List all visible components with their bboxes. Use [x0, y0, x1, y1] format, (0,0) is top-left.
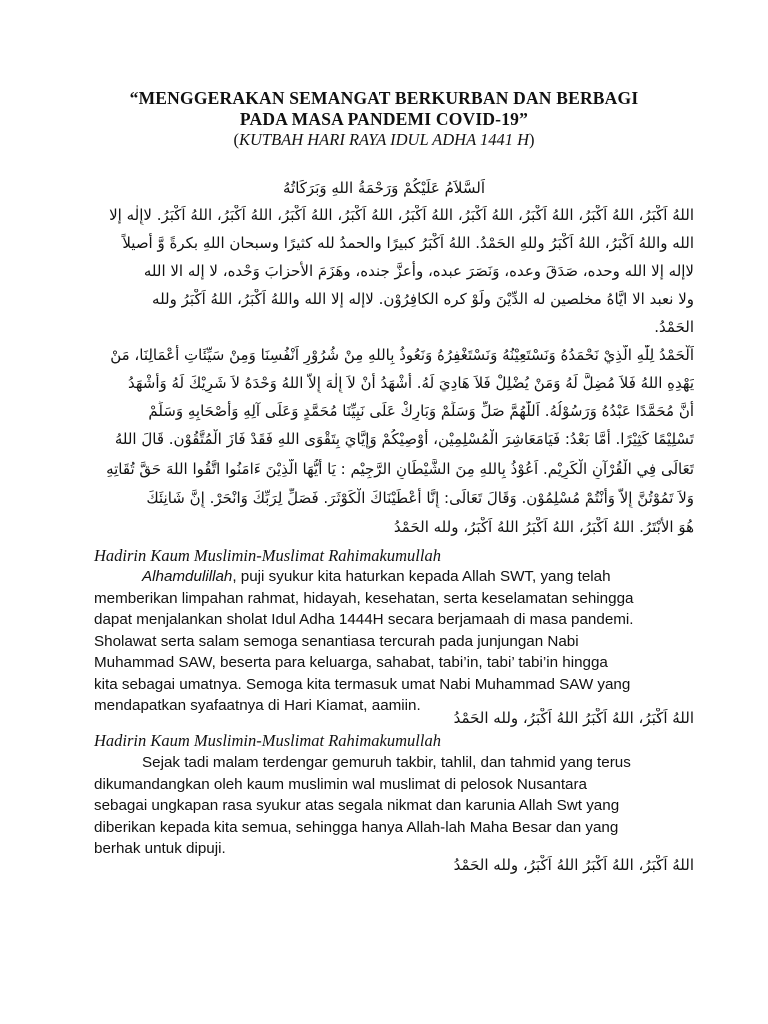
paragraph-line: kita sebagai umatnya. Semoga kita termasuk umat Nabi Muhammad SAW yang — [94, 675, 631, 693]
arabic-line: هُوَ الأَبْتَرُ. اللهُ اَكْبَرُ، اللهُ اَكْبَرُ اللهُ اَكْبَرُ، ولله الحَمْدُ — [393, 518, 694, 536]
arabic-salam: اَلسَّلاَمُ عَلَيْكُمْ وَرَحْمَةُ اللهِ وَبَرَكَاتُهُ — [283, 179, 485, 197]
arabic-line: تَعَالَى فِي الْقُرْآنِ الْكَرِيْمِ. اَعُوْذُ بِاللهِ مِنَ الشَّيْطَانِ الرَّجِيْمِ : يَا أَيُّهَا الَّذِيْنَ ءَامَنُوا اتَّقُوا اللهَ حَقَّ تُقَاتِهِ — [106, 460, 694, 478]
section-1-paragraph — [94, 566, 708, 717]
arabic-line: لاإله إلا الله وحده، صَدَقَ وعده، وَنَصَرَ عبده، وأعزَّ جنده، وهَزَمَ الأحزابَ وَحْده، لا إله الا الله — [143, 262, 694, 280]
takbir-line: اللهُ اَكْبَرُ، اللهُ اَكْبَرُ اللهُ اَكْبَرُ، ولله الحَمْدُ — [453, 709, 694, 727]
document-subtitle — [60, 130, 708, 150]
paragraph-line: memberikan limpahan rahmat, hidayah, kesehatan, serta keselamatan sehingga — [94, 589, 634, 607]
subtitle-open-paren: ( — [233, 130, 239, 149]
paragraph-line: Sholawat serta salam semoga senantiasa tercurah pada junjungan Nabi — [94, 632, 579, 650]
arabic-line: يَهْدِهِ اللهُ فَلاَ مُضِلَّ لَهُ وَمَنْ يُضْلِلْ فَلاَ هَادِيَ لَهُ. أَشْهَدُ أَنْ لاَ إِلٰهَ إِلاَّ اللهُ وَحْدَهُ لاَ شَرِيْكَ لَهُ وَأَشْهَدُ — [127, 374, 694, 392]
paragraph-line: Muhammad SAW, beserta para keluarga, sahabat, tabi’in, tabi’ tabi’in hingga — [94, 654, 608, 671]
arabic-line: أَنَّ مُحَمَّدًا عَبْدُهُ وَرَسُوْلُهُ. اَللّٰهُمَّ صَلِّ وَسَلِّمْ وَبَارِكْ عَلَى نَبِيِّنَا مُحَمَّدٍ وَعَلَى آلِهِ وَأَصْحَابِهِ وَسَلِّمْ — [148, 402, 694, 420]
paragraph-line: dikumandangkan oleh kaum muslimin wal muslimat di pelosok Nusantara — [94, 775, 587, 793]
subtitle-close-paren: ) — [529, 130, 535, 149]
paragraph-line: sebagai ungkapan rasa syukur atas segala nikmat dan karunia Allah Swt yang — [94, 797, 620, 814]
paragraph-line — [94, 566, 708, 588]
arabic-line: اَلْحَمْدُ لِلّٰهِ الَّذِيْ نَحْمَدُهُ وَنَسْتَعِيْنُهُ وَنَسْتَغْفِرُهُ وَنَعُوذُ بِاللهِ مِنْ شُرُوْرِ اَنْفُسِنَا وَمِنْ سَيِّئَاتِ أَعْمَالِنَا، مَنْ — [110, 346, 694, 364]
section-heading: Hadirin Kaum Muslimin-Muslimat Rahimakumullah — [94, 546, 441, 565]
document-title-line-2: PADA MASA PANDEMI COVID-19” — [239, 109, 529, 129]
paragraph-line-rest: , puji syukur kita haturkan kepada Allah SWT, yang telah — [232, 568, 611, 585]
arabic-line: الله واللهُ اَكْبَرُ، اللهُ اَكْبَرُ وللهِ الحَمْدُ. اللهُ اَكْبَرُ كبيرًا والحمدُ لله كثيرًا وسبحان اللهِ بكرةً وَّ أصيلاً — [122, 234, 694, 252]
arabic-line: تَسْلِيْمًا كَثِيْرًا. أَمَّا بَعْدُ: فَيَامَعَاشِرَ الْمُسْلِمِيْن، أُوْصِيْكُمْ وَإِيَّايَ بِتَقْوَى اللهِ فَقَدْ فَازَ الْمُتَّقُوْن. قَالَ اللهُ — [114, 430, 694, 448]
paragraph-line: berhak untuk dipuji. — [94, 840, 226, 857]
subtitle-text: KUTBAH HARI RAYA IDUL ADHA 1441 H — [238, 130, 530, 149]
paragraph-first-word: Alhamdulillah — [142, 568, 233, 585]
paragraph-line: mendapatkan syafaatnya di Hari Kiamat, aamiin. — [94, 697, 421, 714]
arabic-line: وَلاَ تَمُوْتُنَّ إِلاَّ وَأَنْتُمْ مُسْلِمُوْن. وَقَالَ تَعَالَى: إِنَّا أَعْطَيْنَاكَ الْكَوْثَرَ. فَصَلِّ لِرَبِّكَ وَانْحَرْ. إِنَّ شَانِئَكَ — [146, 489, 694, 507]
arabic-line: ولا نعبد الا ايَّاهُ مخلصين له الدِّيْنَ ولَوْ كره الكافِرُوْن. لاإله إلا الله واللهُ اَكْبَرُ، اللهُ اَكْبَرُ ولله — [152, 290, 694, 308]
arabic-line: الحَمْدُ. — [654, 318, 694, 336]
paragraph-line: Sejak tadi malam terdengar gemuruh takbir, tahlil, dan tahmid yang terus — [142, 754, 631, 771]
section-2-paragraph — [94, 752, 708, 860]
paragraph-line: dapat menjalankan sholat Idul Adha 1444H secara berjamaah di masa pandemi. — [94, 611, 634, 628]
paragraph-line: diberikan kepada kita semua, sehingga hanya Allah-lah Maha Besar dan yang — [94, 818, 619, 836]
takbir-line: اللهُ اَكْبَرُ، اللهُ اَكْبَرُ اللهُ اَكْبَرُ، ولله الحَمْدُ — [453, 856, 694, 874]
section-heading: Hadirin Kaum Muslimin-Muslimat Rahimakumullah — [94, 731, 441, 750]
document-title-line-1: “MENGGERAKAN SEMANGAT BERKURBAN DAN BERBAGI — [129, 88, 639, 108]
arabic-line: اللهُ اَكْبَرُ، اللهُ اَكْبَرُ، اللهُ اَكْبَرُ، اللهُ اَكْبَرُ، اللهُ اَكْبَرُ، اللهُ اَكْبَرُ، اللهُ اَكْبَرُ، اللهُ اَكْبَرُ، اللهُ اَكْبَرُ. لاإِلٰه إلا — [109, 206, 694, 224]
